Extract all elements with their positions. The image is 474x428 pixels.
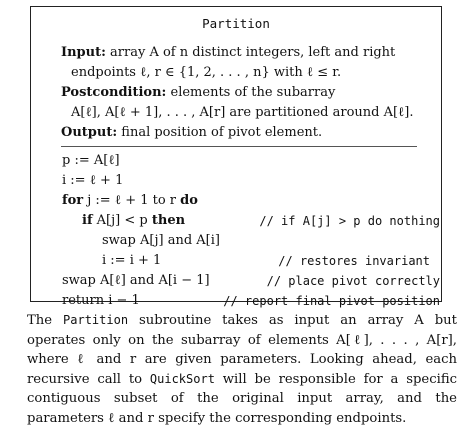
keyword-do: do	[180, 193, 198, 208]
code-if	[82, 211, 185, 231]
code-line	[62, 271, 440, 291]
code-swap-pivot: swap A[ℓ] and A[i − 1]	[62, 273, 210, 288]
input-label: Input:	[61, 45, 106, 60]
code-assign-pivot: p := A[ℓ]	[62, 153, 120, 168]
partition-code-name: Partition	[63, 313, 129, 327]
output-spec	[61, 123, 431, 143]
comment-report-position: // report final pivot position	[223, 294, 440, 308]
code-line	[62, 191, 440, 211]
code-line	[62, 251, 440, 271]
paragraph-text-3: will be responsible for a specific contiguous subset of the original input array, and the parameters ℓ and r specify the corresponding endpoints.	[27, 371, 458, 426]
keyword-for: for	[62, 193, 84, 208]
keyword-if: if	[82, 213, 93, 228]
for-range: j := ℓ + 1 to r	[87, 193, 177, 208]
code-increment-i: i := i + 1	[102, 253, 162, 268]
code-for-loop	[62, 191, 198, 211]
paragraph-text-1: The	[27, 313, 64, 328]
code-line	[62, 211, 440, 231]
algorithm-title: Partition	[202, 16, 270, 31]
postcondition-line-1: elements of the subarray	[170, 85, 336, 100]
postcondition-label: Postcondition:	[61, 85, 167, 100]
code-line	[62, 291, 440, 311]
postcondition-spec	[61, 83, 431, 123]
keyword-then: then	[151, 213, 186, 228]
code-init-i: i := ℓ + 1	[62, 173, 124, 188]
divider	[61, 146, 417, 147]
input-spec	[61, 43, 431, 83]
comment-place-pivot: // place pivot correctly	[266, 274, 440, 288]
body-paragraph	[27, 311, 457, 428]
code-swap-ji: swap A[j] and A[i]	[102, 233, 220, 248]
pseudocode	[62, 151, 440, 311]
output-text: final position of pivot element.	[121, 125, 323, 140]
algorithm-box	[30, 6, 442, 308]
paragraph-text-2: subroutine takes as input an array A but operates only on the subarray of elements A[ℓ], . . . , A[r], where ℓ and r are given parameters. Looking ahead, each recursive call to	[27, 313, 457, 387]
comment-do-nothing: // if A[j] > p do nothing	[259, 214, 440, 228]
input-line-1: array A of n distinct integers, left and right	[110, 45, 396, 60]
input-line-2: endpoints ℓ, r ∈ {1, 2, . . . , n} with ℓ ≤ r.	[71, 65, 342, 80]
postcondition-line-2: A[ℓ], A[ℓ + 1], . . . , A[r] are partitioned around A[ℓ].	[71, 105, 414, 120]
comment-restores-invariant: // restores invariant	[278, 254, 430, 268]
quicksort-code-name: QuickSort	[149, 371, 215, 386]
code-line	[62, 151, 440, 171]
code-line	[62, 171, 440, 191]
if-condition: A[j] < p	[96, 213, 148, 228]
output-label: Output:	[61, 125, 118, 140]
code-line	[62, 231, 440, 251]
code-return: return i − 1	[62, 293, 140, 308]
